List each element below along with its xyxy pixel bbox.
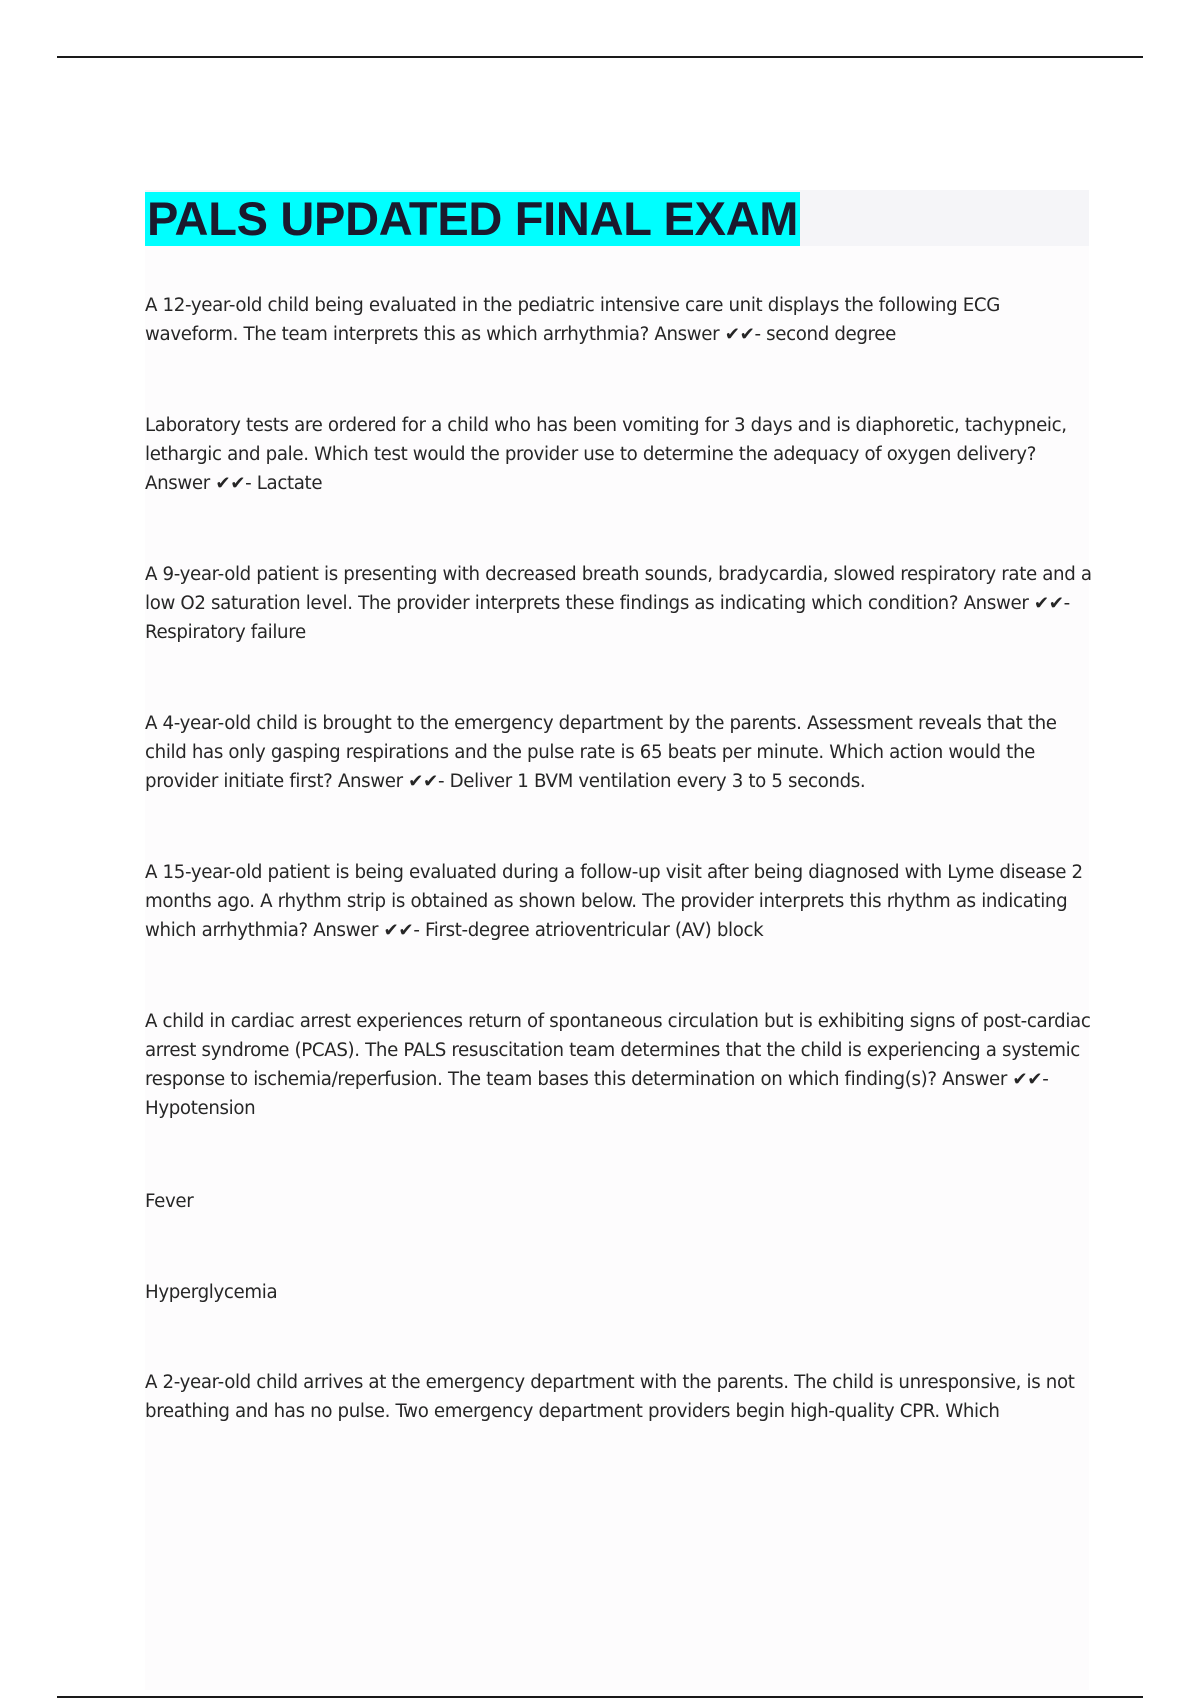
- top-rule: [57, 56, 1143, 58]
- page-title: PALS UPDATED FINAL EXAM: [147, 192, 799, 245]
- question-item: A 15-year-old patient is being evaluated during a follow-up visit after being diagnosed with Lyme disease 2 months ago. A rhythm strip is obtained as shown below. The provider interprets this rhythm as indicating which arrhythmia? Answer ✔✔- First-degree atrioventricular (AV) block: [145, 862, 1083, 941]
- question-item: A 2-year-old child arrives at the emergency department with the parents. The child is unresponsive, is not breathing and has no pulse. Two emergency department providers begin high-quality CPR. Which: [145, 1372, 1075, 1422]
- question-item: A child in cardiac arrest experiences return of spontaneous circulation but is exhibiting signs of post-cardiac arrest syndrome (PCAS). The PALS resuscitation team determines that the child is experiencing a systemic response to ischemia/reperfusion. The team bases this determination on which finding(s)? Answer ✔✔- Hypotension: [145, 1011, 1091, 1119]
- question-item: A 4-year-old child is brought to the emergency department by the parents. Assessment reveals that the child has only gasping respirations and the pulse rate is 65 beats per minute. Which action would the provider initiate first? Answer ✔✔- Deliver 1 BVM ventilation every 3 to 5 seconds.: [145, 713, 1057, 792]
- question-item: A 9-year-old patient is presenting with decreased breath sounds, bradycardia, slowed respiratory rate and a low O2 saturation level. The provider interprets these findings as indicating which condition? Answer ✔✔- Respiratory failure: [145, 564, 1092, 643]
- answer-option: Fever: [145, 1191, 194, 1212]
- answer-option: Hyperglycemia: [145, 1282, 278, 1303]
- bottom-rule: [57, 1696, 1143, 1698]
- question-item: A 12-year-old child being evaluated in the pediatric intensive care unit displays the following ECG waveform. The team interprets this as which arrhythmia? Answer ✔✔- second degree: [145, 295, 1000, 345]
- question-item: Laboratory tests are ordered for a child who has been vomiting for 3 days and is diaphoretic, tachypneic, lethargic and pale. Which test would the provider use to determine the adequacy of oxygen delivery? Answer ✔✔- Lactate: [145, 415, 1067, 494]
